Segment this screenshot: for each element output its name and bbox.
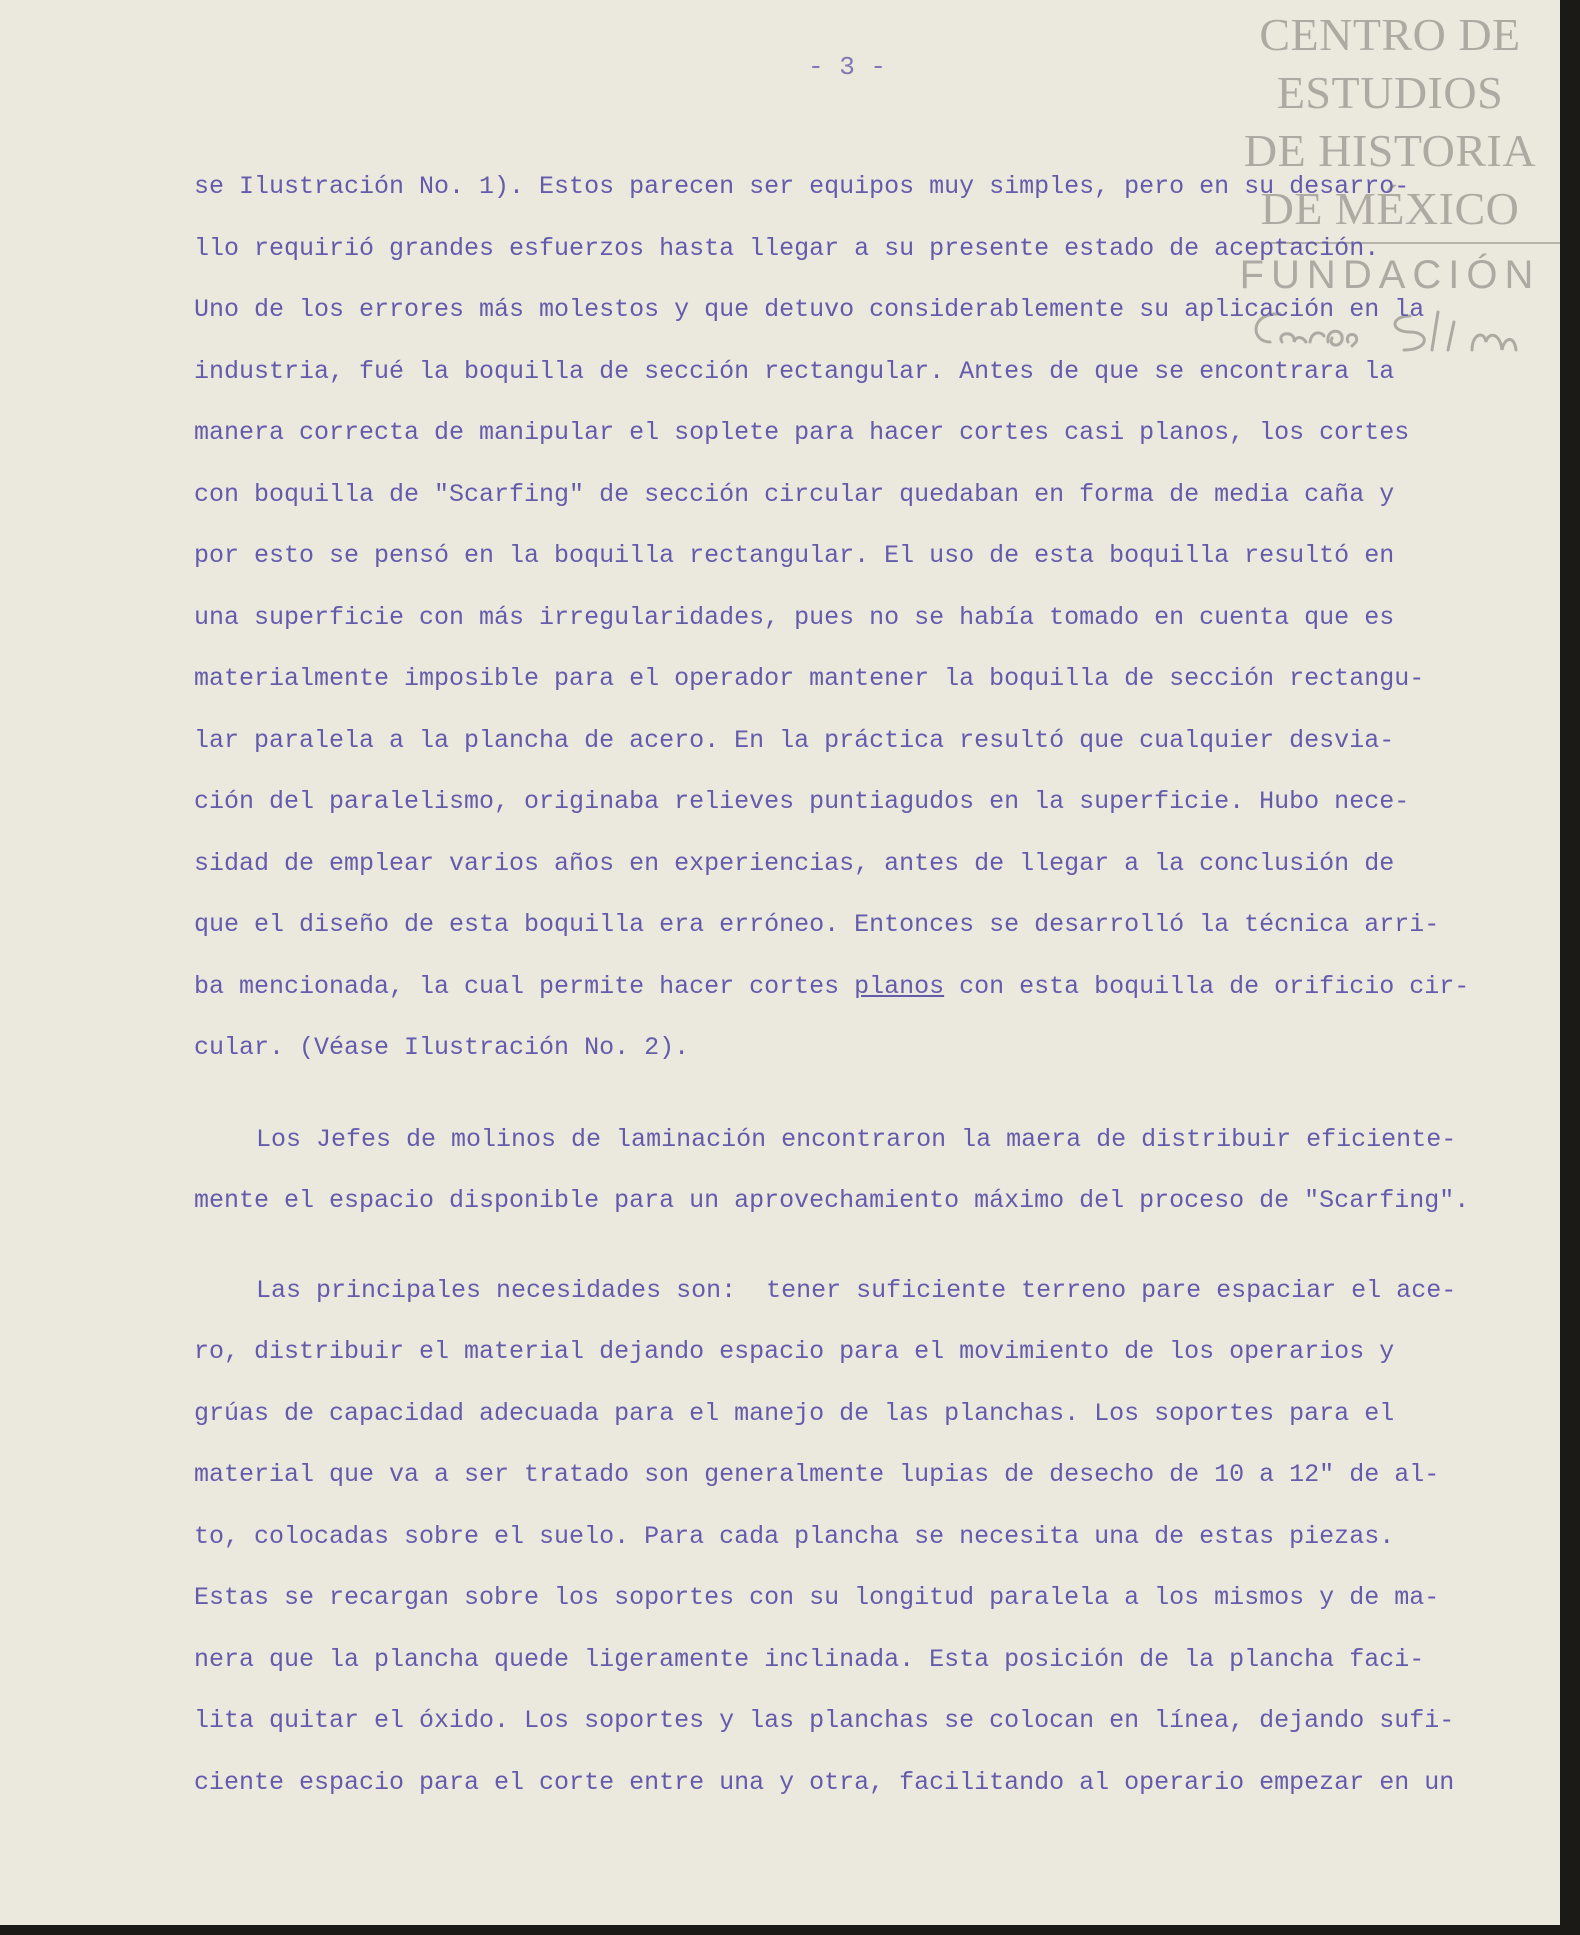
watermark-line: DE MÉXICO [1260,183,1520,234]
watermark-line: CENTRO DE [1259,9,1521,60]
text-line: material que va a ser tratado son generalmente lupias de desecho de 10 a 12" de al- [194,1460,1440,1489]
paragraph-3 [194,1260,1534,1814]
page-number: - 3 - [808,52,887,82]
watermark-line: DE HISTORIA [1243,125,1537,176]
text-line: Uno de los errores más molestos y que detuvo considerablemente su aplicación en la [194,295,1425,324]
text-line: nera que la plancha quede ligeramente inclinada. Esta posición de la plancha faci- [194,1644,1425,1674]
text-line: lita quitar el óxido. Los soportes y las planchas se colocan en línea, dejando sufi- [194,1706,1455,1735]
text-fragment: ba mencionada, la cual permite hacer cortes [194,971,855,1001]
text-line: Las principales necesidades son: tener suficiente terreno pare espaciar el ace- [256,1275,1457,1305]
text-line: ciente espacio para el corte entre una y otra, facilitando al operario empezar en un [194,1767,1455,1797]
text-line: llo requirió grandes esfuerzos hasta llegar a su presente estado de aceptación. [194,233,1380,263]
text-line: lar paralela a la plancha de acero. En la práctica resultó que cualquier desvia- [194,725,1395,755]
text-line: ro, distribuir el material dejando espacio para el movimiento de los operarios y [194,1337,1395,1366]
text-line: Los Jefes de molinos de laminación encontraron la maera de distribuir eficiente- [256,1124,1457,1154]
watermark-line: ESTUDIOS [1276,67,1504,118]
text-line: ción del paralelismo, originaba relieves puntiagudos en la superficie. Hubo nece- [194,787,1410,816]
text-line: Estas se recargan sobre los soportes con su longitud paralela a los mismos y de ma- [194,1583,1440,1612]
text-line: con boquilla de "Scarfing" de sección circular quedaban en forma de media caña y [194,479,1395,509]
underlined-word: planos [854,971,945,1001]
text-line: se Ilustración No. 1). Estos parecen ser equipos muy simples, pero en su desarro- [194,172,1410,201]
text-line: manera correcta de manipular el soplete para hacer cortes casi planos, los cortes [194,418,1410,447]
text-line [194,956,1534,1018]
typed-body-text [194,156,1534,1813]
text-line: que el diseño de esta boquilla era erróneo. Entonces se desarrolló la técnica arri- [194,910,1440,939]
text-line: grúas de capacidad adecuada para el manejo de las planchas. Los soportes para el [194,1398,1395,1428]
text-line: por esto se pensó en la boquilla rectangular. El uso de esta boquilla resultó en [194,541,1395,570]
paragraph-1 [194,156,1534,1079]
text-line: materialmente imposible para el operador mantener la boquilla de sección rectangu- [194,664,1425,693]
text-line: una superficie con más irregularidades, pues no se había tomado en cuenta que es [194,602,1395,632]
text-line: to, colocadas sobre el suelo. Para cada plancha se necesita una de estas piezas. [194,1521,1395,1551]
paragraph-2 [194,1109,1534,1232]
text-line: mente el espacio disponible para un aprovechamiento máximo del proceso de "Scarfing". [194,1186,1470,1215]
text-line: sidad de emplear varios años en experiencias, antes de llegar a la conclusión de [194,848,1395,878]
watermark-foundation: FUNDACIÓN [1239,253,1541,297]
text-fragment: con esta boquilla de orificio cir- [944,971,1470,1001]
text-line: industria, fué la boquilla de sección rectangular. Antes de que se encontrara la [194,356,1395,386]
text-line: cular. (Véase Ilustración No. 2). [194,1033,690,1062]
